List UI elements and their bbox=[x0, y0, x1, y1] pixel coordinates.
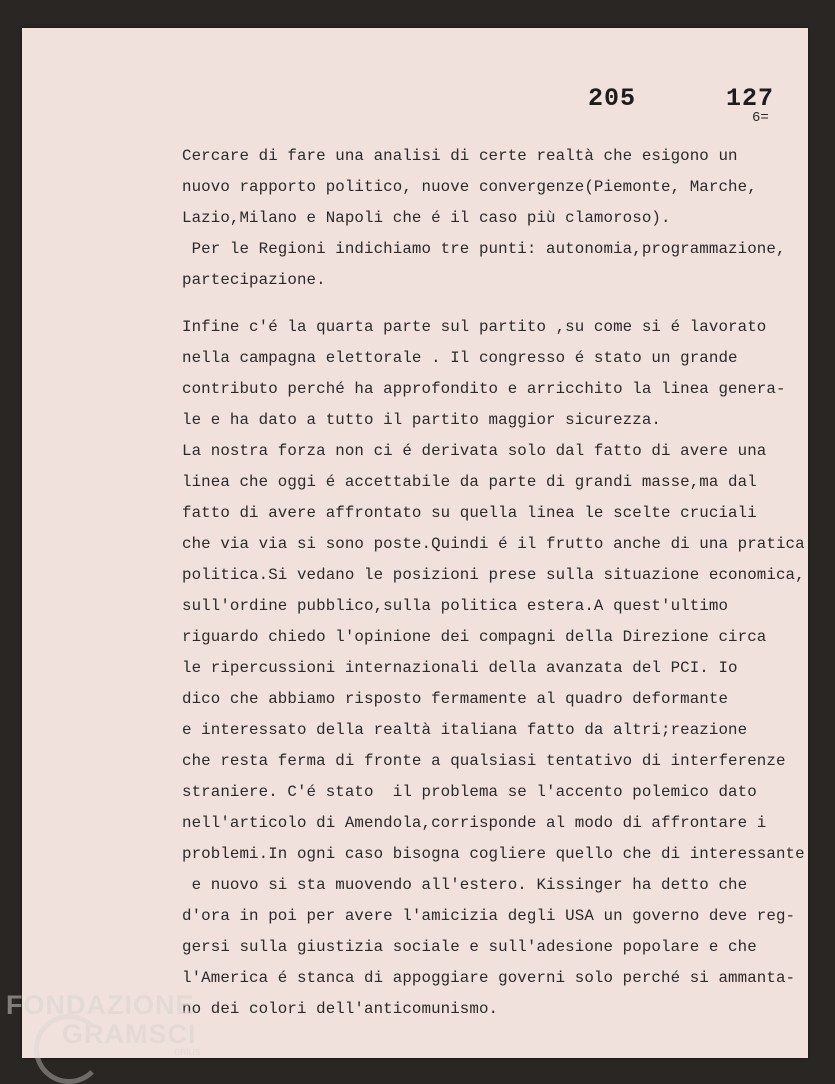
fondazione-gramsci-watermark bbox=[6, 990, 200, 1058]
text-line: Cercare di fare una analisi di certe realtà che esigono un bbox=[182, 147, 738, 165]
text-line: no dei colori dell'anticomunismo. bbox=[182, 1000, 499, 1018]
text-line: straniere. C'é stato il problema se l'accento polemico dato bbox=[182, 783, 757, 801]
text-line: Infine c'é la quarta parte sul partito ,su come si é lavorato bbox=[182, 318, 767, 336]
text-line: partecipazione. bbox=[182, 271, 326, 289]
page-number: 6= bbox=[752, 110, 769, 126]
document-page bbox=[22, 28, 808, 1058]
watermark-line3: onlus bbox=[174, 1046, 201, 1058]
text-line: e nuovo si sta muovendo all'estero. Kissinger ha detto che bbox=[182, 876, 748, 894]
typewritten-text bbox=[182, 141, 822, 1025]
text-line: politica.Si vedano le posizioni prese sulla situazione economica, bbox=[182, 566, 805, 584]
text-line: Per le Regioni indichiamo tre punti: autonomia,programmazione, bbox=[182, 240, 786, 258]
text-line: La nostra forza non ci é derivata solo dal fatto di avere una bbox=[182, 442, 767, 460]
text-line: nell'articolo di Amendola,corrisponde al modo di affrontare i bbox=[182, 814, 767, 832]
text-line: d'ora in poi per avere l'amicizia degli USA un governo deve reg- bbox=[182, 907, 796, 925]
archive-number: 205 127 bbox=[588, 84, 775, 113]
text-line: le ripercussioni internazionali della avanzata del PCI. Io bbox=[182, 659, 738, 677]
text-line: e interessato della realtà italiana fatto da altri;reazione bbox=[182, 721, 748, 739]
text-line: nella campagna elettorale . Il congresso é stato un grande bbox=[182, 349, 738, 367]
text-line: Lazio,Milano e Napoli che é il caso più clamoroso). bbox=[182, 209, 671, 227]
gramsci-logo-icon bbox=[34, 1014, 104, 1084]
text-line: le e ha dato a tutto il partito maggior sicurezza. bbox=[182, 411, 661, 429]
text-line: sull'ordine pubblico,sulla politica estera.A quest'ultimo bbox=[182, 597, 729, 615]
text-line: riguardo chiedo l'opinione dei compagni della Direzione circa bbox=[182, 628, 767, 646]
paragraph-gap bbox=[182, 296, 822, 312]
text-line: contributo perché ha approfondito e arricchito la linea genera- bbox=[182, 380, 786, 398]
text-line: che via via si sono poste.Quindi é il frutto anche di una pratica bbox=[182, 535, 805, 553]
text-line: problemi.In ogni caso bisogna cogliere quello che di interessante bbox=[182, 845, 805, 863]
text-line: nuovo rapporto politico, nuove convergenze(Piemonte, Marche, bbox=[182, 178, 757, 196]
text-line: che resta ferma di fronte a qualsiasi tentativo di interferenze bbox=[182, 752, 786, 770]
text-line: linea che oggi é accettabile da parte di grandi masse,ma dal bbox=[182, 473, 757, 491]
text-line: l'America é stanca di appoggiare governi solo perché si ammanta- bbox=[182, 969, 796, 987]
text-line: fatto di avere affrontato su quella linea le scelte cruciali bbox=[182, 504, 757, 522]
watermark-line2: GRAMSCI bbox=[62, 1019, 197, 1049]
text-line: gersi sulla giustizia sociale e sull'adesione popolare e che bbox=[182, 938, 757, 956]
watermark-line1: FONDAZIONE bbox=[6, 990, 195, 1020]
text-line: dico che abbiamo risposto fermamente al quadro deformante bbox=[182, 690, 729, 708]
